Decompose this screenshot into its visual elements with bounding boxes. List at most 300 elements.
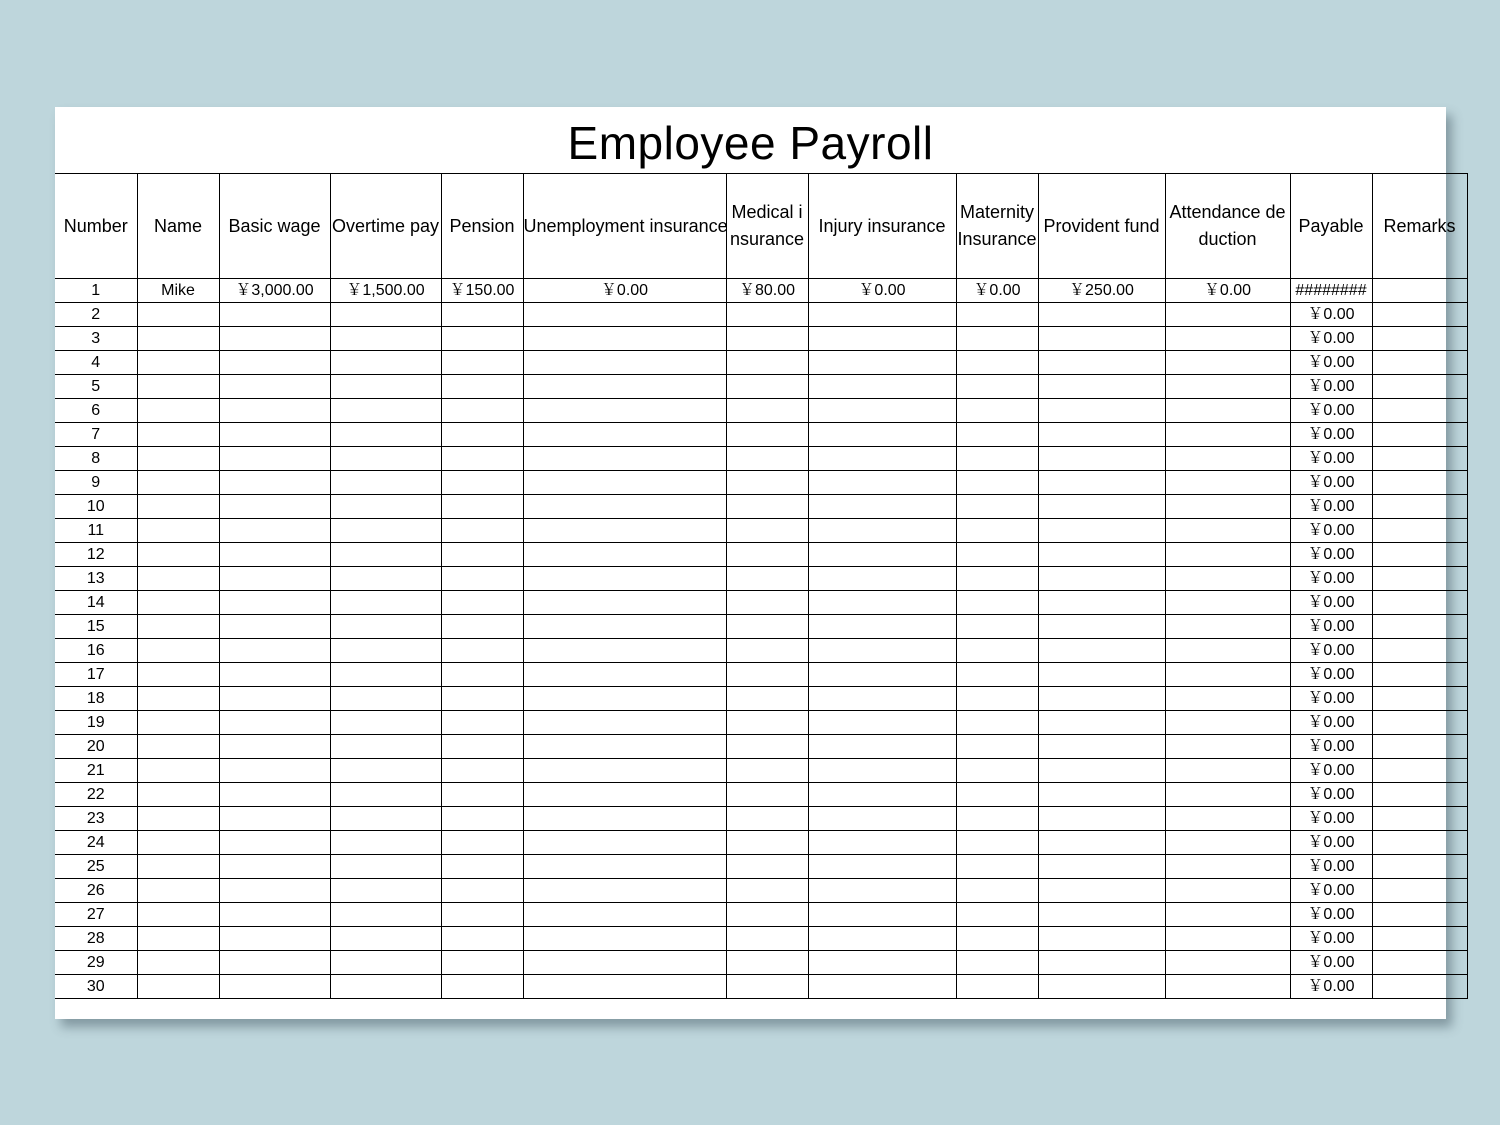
cell-overtime-pay[interactable] bbox=[330, 879, 441, 903]
cell-pension[interactable] bbox=[441, 687, 523, 711]
cell-number[interactable]: 12 bbox=[55, 543, 137, 567]
cell-medical-insurance[interactable]: ￥80.00 bbox=[726, 279, 808, 303]
cell-name[interactable] bbox=[137, 615, 219, 639]
cell-number[interactable]: 8 bbox=[55, 447, 137, 471]
cell-name[interactable] bbox=[137, 327, 219, 351]
cell-injury-insurance[interactable] bbox=[808, 591, 956, 615]
cell-maternity-insurance[interactable] bbox=[956, 639, 1038, 663]
cell-payable[interactable]: ￥0.00 bbox=[1290, 927, 1372, 951]
cell-remarks[interactable] bbox=[1372, 471, 1467, 495]
cell-attendance-deduction[interactable] bbox=[1165, 927, 1290, 951]
cell-injury-insurance[interactable] bbox=[808, 759, 956, 783]
cell-unemployment-insurance[interactable] bbox=[523, 375, 726, 399]
cell-provident-fund[interactable] bbox=[1038, 831, 1165, 855]
cell-attendance-deduction[interactable] bbox=[1165, 663, 1290, 687]
cell-number[interactable]: 28 bbox=[55, 927, 137, 951]
cell-name[interactable] bbox=[137, 831, 219, 855]
cell-overtime-pay[interactable] bbox=[330, 375, 441, 399]
cell-payable[interactable]: ￥0.00 bbox=[1290, 735, 1372, 759]
cell-pension[interactable] bbox=[441, 399, 523, 423]
cell-number[interactable]: 30 bbox=[55, 975, 137, 999]
cell-provident-fund[interactable] bbox=[1038, 303, 1165, 327]
cell-unemployment-insurance[interactable] bbox=[523, 519, 726, 543]
cell-basic-wage[interactable] bbox=[219, 663, 330, 687]
cell-provident-fund[interactable] bbox=[1038, 687, 1165, 711]
cell-name[interactable] bbox=[137, 879, 219, 903]
cell-attendance-deduction[interactable] bbox=[1165, 951, 1290, 975]
cell-attendance-deduction[interactable] bbox=[1165, 807, 1290, 831]
cell-injury-insurance[interactable] bbox=[808, 495, 956, 519]
cell-number[interactable]: 14 bbox=[55, 591, 137, 615]
cell-pension[interactable] bbox=[441, 975, 523, 999]
cell-payable[interactable]: ######## bbox=[1290, 279, 1372, 303]
cell-attendance-deduction[interactable] bbox=[1165, 879, 1290, 903]
cell-number[interactable]: 23 bbox=[55, 807, 137, 831]
cell-injury-insurance[interactable] bbox=[808, 615, 956, 639]
cell-payable[interactable]: ￥0.00 bbox=[1290, 303, 1372, 327]
cell-injury-insurance[interactable] bbox=[808, 975, 956, 999]
cell-payable[interactable]: ￥0.00 bbox=[1290, 399, 1372, 423]
cell-name[interactable] bbox=[137, 663, 219, 687]
cell-number[interactable]: 16 bbox=[55, 639, 137, 663]
cell-maternity-insurance[interactable] bbox=[956, 879, 1038, 903]
cell-injury-insurance[interactable] bbox=[808, 423, 956, 447]
cell-maternity-insurance[interactable] bbox=[956, 735, 1038, 759]
cell-basic-wage[interactable] bbox=[219, 471, 330, 495]
cell-unemployment-insurance[interactable] bbox=[523, 879, 726, 903]
cell-provident-fund[interactable] bbox=[1038, 951, 1165, 975]
cell-unemployment-insurance[interactable] bbox=[523, 783, 726, 807]
cell-attendance-deduction[interactable] bbox=[1165, 423, 1290, 447]
column-header-maternity-insurance[interactable]: Maternity Insurance bbox=[956, 174, 1038, 279]
cell-remarks[interactable] bbox=[1372, 327, 1467, 351]
cell-number[interactable]: 2 bbox=[55, 303, 137, 327]
cell-overtime-pay[interactable] bbox=[330, 615, 441, 639]
cell-maternity-insurance[interactable] bbox=[956, 471, 1038, 495]
cell-unemployment-insurance[interactable] bbox=[523, 639, 726, 663]
cell-injury-insurance[interactable] bbox=[808, 951, 956, 975]
cell-number[interactable]: 4 bbox=[55, 351, 137, 375]
cell-pension[interactable] bbox=[441, 567, 523, 591]
cell-maternity-insurance[interactable] bbox=[956, 519, 1038, 543]
cell-unemployment-insurance[interactable] bbox=[523, 663, 726, 687]
cell-attendance-deduction[interactable] bbox=[1165, 759, 1290, 783]
cell-name[interactable] bbox=[137, 567, 219, 591]
cell-medical-insurance[interactable] bbox=[726, 879, 808, 903]
cell-number[interactable]: 13 bbox=[55, 567, 137, 591]
cell-payable[interactable]: ￥0.00 bbox=[1290, 663, 1372, 687]
cell-provident-fund[interactable] bbox=[1038, 615, 1165, 639]
cell-unemployment-insurance[interactable] bbox=[523, 711, 726, 735]
cell-overtime-pay[interactable] bbox=[330, 447, 441, 471]
cell-pension[interactable] bbox=[441, 447, 523, 471]
cell-unemployment-insurance[interactable] bbox=[523, 495, 726, 519]
cell-provident-fund[interactable] bbox=[1038, 471, 1165, 495]
cell-overtime-pay[interactable] bbox=[330, 399, 441, 423]
cell-number[interactable]: 10 bbox=[55, 495, 137, 519]
cell-overtime-pay[interactable]: ￥1,500.00 bbox=[330, 279, 441, 303]
cell-maternity-insurance[interactable] bbox=[956, 759, 1038, 783]
cell-pension[interactable] bbox=[441, 591, 523, 615]
cell-basic-wage[interactable] bbox=[219, 831, 330, 855]
cell-name[interactable] bbox=[137, 903, 219, 927]
cell-remarks[interactable] bbox=[1372, 735, 1467, 759]
cell-remarks[interactable] bbox=[1372, 399, 1467, 423]
cell-remarks[interactable] bbox=[1372, 543, 1467, 567]
sheet-title[interactable]: Employee Payroll bbox=[567, 117, 934, 169]
cell-maternity-insurance[interactable] bbox=[956, 807, 1038, 831]
cell-unemployment-insurance[interactable] bbox=[523, 591, 726, 615]
cell-remarks[interactable] bbox=[1372, 567, 1467, 591]
cell-attendance-deduction[interactable]: ￥0.00 bbox=[1165, 279, 1290, 303]
cell-pension[interactable] bbox=[441, 303, 523, 327]
cell-maternity-insurance[interactable] bbox=[956, 951, 1038, 975]
cell-pension[interactable] bbox=[441, 639, 523, 663]
cell-unemployment-insurance[interactable] bbox=[523, 471, 726, 495]
cell-injury-insurance[interactable] bbox=[808, 687, 956, 711]
cell-overtime-pay[interactable] bbox=[330, 951, 441, 975]
cell-remarks[interactable] bbox=[1372, 807, 1467, 831]
cell-pension[interactable] bbox=[441, 951, 523, 975]
cell-overtime-pay[interactable] bbox=[330, 759, 441, 783]
cell-unemployment-insurance[interactable] bbox=[523, 807, 726, 831]
cell-injury-insurance[interactable] bbox=[808, 327, 956, 351]
cell-provident-fund[interactable] bbox=[1038, 327, 1165, 351]
cell-number[interactable]: 19 bbox=[55, 711, 137, 735]
cell-medical-insurance[interactable] bbox=[726, 351, 808, 375]
cell-number[interactable]: 18 bbox=[55, 687, 137, 711]
cell-maternity-insurance[interactable] bbox=[956, 351, 1038, 375]
cell-remarks[interactable] bbox=[1372, 519, 1467, 543]
cell-payable[interactable]: ￥0.00 bbox=[1290, 711, 1372, 735]
cell-maternity-insurance[interactable] bbox=[956, 927, 1038, 951]
cell-provident-fund[interactable] bbox=[1038, 903, 1165, 927]
column-header-pension[interactable]: Pension bbox=[441, 174, 523, 279]
cell-name[interactable] bbox=[137, 375, 219, 399]
cell-medical-insurance[interactable] bbox=[726, 831, 808, 855]
cell-remarks[interactable] bbox=[1372, 687, 1467, 711]
cell-unemployment-insurance[interactable]: ￥0.00 bbox=[523, 279, 726, 303]
cell-unemployment-insurance[interactable] bbox=[523, 615, 726, 639]
cell-pension[interactable] bbox=[441, 807, 523, 831]
cell-attendance-deduction[interactable] bbox=[1165, 327, 1290, 351]
cell-pension[interactable] bbox=[441, 759, 523, 783]
cell-pension[interactable] bbox=[441, 351, 523, 375]
cell-remarks[interactable] bbox=[1372, 783, 1467, 807]
cell-remarks[interactable] bbox=[1372, 879, 1467, 903]
cell-maternity-insurance[interactable] bbox=[956, 327, 1038, 351]
column-header-name[interactable]: Name bbox=[137, 174, 219, 279]
cell-number[interactable]: 27 bbox=[55, 903, 137, 927]
cell-overtime-pay[interactable] bbox=[330, 591, 441, 615]
cell-medical-insurance[interactable] bbox=[726, 471, 808, 495]
cell-remarks[interactable] bbox=[1372, 759, 1467, 783]
column-header-overtime-pay[interactable]: Overtime pay bbox=[330, 174, 441, 279]
cell-maternity-insurance[interactable] bbox=[956, 399, 1038, 423]
cell-payable[interactable]: ￥0.00 bbox=[1290, 783, 1372, 807]
cell-medical-insurance[interactable] bbox=[726, 975, 808, 999]
cell-remarks[interactable] bbox=[1372, 927, 1467, 951]
cell-attendance-deduction[interactable] bbox=[1165, 639, 1290, 663]
cell-unemployment-insurance[interactable] bbox=[523, 759, 726, 783]
cell-attendance-deduction[interactable] bbox=[1165, 591, 1290, 615]
cell-basic-wage[interactable] bbox=[219, 855, 330, 879]
cell-remarks[interactable] bbox=[1372, 591, 1467, 615]
cell-medical-insurance[interactable] bbox=[726, 591, 808, 615]
cell-attendance-deduction[interactable] bbox=[1165, 567, 1290, 591]
cell-maternity-insurance[interactable] bbox=[956, 615, 1038, 639]
cell-name[interactable] bbox=[137, 519, 219, 543]
cell-overtime-pay[interactable] bbox=[330, 351, 441, 375]
cell-name[interactable] bbox=[137, 975, 219, 999]
cell-provident-fund[interactable] bbox=[1038, 663, 1165, 687]
cell-injury-insurance[interactable]: ￥0.00 bbox=[808, 279, 956, 303]
cell-remarks[interactable] bbox=[1372, 711, 1467, 735]
cell-maternity-insurance[interactable] bbox=[956, 855, 1038, 879]
cell-payable[interactable]: ￥0.00 bbox=[1290, 423, 1372, 447]
cell-provident-fund[interactable] bbox=[1038, 519, 1165, 543]
cell-medical-insurance[interactable] bbox=[726, 807, 808, 831]
cell-basic-wage[interactable] bbox=[219, 351, 330, 375]
cell-number[interactable]: 22 bbox=[55, 783, 137, 807]
cell-attendance-deduction[interactable] bbox=[1165, 783, 1290, 807]
cell-name[interactable] bbox=[137, 927, 219, 951]
cell-attendance-deduction[interactable] bbox=[1165, 495, 1290, 519]
cell-provident-fund[interactable] bbox=[1038, 711, 1165, 735]
cell-number[interactable]: 24 bbox=[55, 831, 137, 855]
cell-overtime-pay[interactable] bbox=[330, 687, 441, 711]
cell-payable[interactable]: ￥0.00 bbox=[1290, 351, 1372, 375]
cell-number[interactable]: 5 bbox=[55, 375, 137, 399]
cell-remarks[interactable] bbox=[1372, 423, 1467, 447]
cell-remarks[interactable] bbox=[1372, 831, 1467, 855]
cell-unemployment-insurance[interactable] bbox=[523, 399, 726, 423]
column-header-unemployment-insurance[interactable]: Unemployment insurance bbox=[523, 174, 726, 279]
cell-maternity-insurance[interactable] bbox=[956, 831, 1038, 855]
cell-name[interactable] bbox=[137, 447, 219, 471]
cell-provident-fund[interactable] bbox=[1038, 759, 1165, 783]
cell-pension[interactable] bbox=[441, 855, 523, 879]
cell-medical-insurance[interactable] bbox=[726, 855, 808, 879]
column-header-payable[interactable]: Payable bbox=[1290, 174, 1372, 279]
cell-pension[interactable] bbox=[441, 783, 523, 807]
cell-injury-insurance[interactable] bbox=[808, 447, 956, 471]
cell-medical-insurance[interactable] bbox=[726, 519, 808, 543]
cell-remarks[interactable] bbox=[1372, 495, 1467, 519]
cell-payable[interactable]: ￥0.00 bbox=[1290, 615, 1372, 639]
cell-injury-insurance[interactable] bbox=[808, 471, 956, 495]
cell-injury-insurance[interactable] bbox=[808, 663, 956, 687]
cell-basic-wage[interactable] bbox=[219, 927, 330, 951]
cell-pension[interactable] bbox=[441, 519, 523, 543]
cell-injury-insurance[interactable] bbox=[808, 399, 956, 423]
cell-payable[interactable]: ￥0.00 bbox=[1290, 639, 1372, 663]
cell-medical-insurance[interactable] bbox=[726, 687, 808, 711]
cell-maternity-insurance[interactable] bbox=[956, 303, 1038, 327]
cell-maternity-insurance[interactable] bbox=[956, 591, 1038, 615]
cell-number[interactable]: 29 bbox=[55, 951, 137, 975]
cell-payable[interactable]: ￥0.00 bbox=[1290, 567, 1372, 591]
cell-pension[interactable] bbox=[441, 927, 523, 951]
cell-pension[interactable] bbox=[441, 711, 523, 735]
cell-overtime-pay[interactable] bbox=[330, 927, 441, 951]
cell-payable[interactable]: ￥0.00 bbox=[1290, 855, 1372, 879]
cell-maternity-insurance[interactable] bbox=[956, 663, 1038, 687]
cell-provident-fund[interactable] bbox=[1038, 495, 1165, 519]
cell-pension[interactable]: ￥150.00 bbox=[441, 279, 523, 303]
cell-unemployment-insurance[interactable] bbox=[523, 735, 726, 759]
cell-attendance-deduction[interactable] bbox=[1165, 855, 1290, 879]
cell-injury-insurance[interactable] bbox=[808, 567, 956, 591]
cell-number[interactable]: 26 bbox=[55, 879, 137, 903]
cell-basic-wage[interactable] bbox=[219, 951, 330, 975]
cell-medical-insurance[interactable] bbox=[726, 903, 808, 927]
cell-provident-fund[interactable]: ￥250.00 bbox=[1038, 279, 1165, 303]
cell-remarks[interactable] bbox=[1372, 375, 1467, 399]
cell-provident-fund[interactable] bbox=[1038, 399, 1165, 423]
cell-medical-insurance[interactable] bbox=[726, 735, 808, 759]
cell-unemployment-insurance[interactable] bbox=[523, 951, 726, 975]
cell-remarks[interactable] bbox=[1372, 447, 1467, 471]
cell-basic-wage[interactable] bbox=[219, 567, 330, 591]
cell-injury-insurance[interactable] bbox=[808, 903, 956, 927]
cell-attendance-deduction[interactable] bbox=[1165, 831, 1290, 855]
cell-medical-insurance[interactable] bbox=[726, 423, 808, 447]
cell-medical-insurance[interactable] bbox=[726, 639, 808, 663]
cell-basic-wage[interactable]: ￥3,000.00 bbox=[219, 279, 330, 303]
cell-injury-insurance[interactable] bbox=[808, 927, 956, 951]
cell-pension[interactable] bbox=[441, 543, 523, 567]
cell-attendance-deduction[interactable] bbox=[1165, 615, 1290, 639]
cell-basic-wage[interactable] bbox=[219, 591, 330, 615]
cell-unemployment-insurance[interactable] bbox=[523, 447, 726, 471]
cell-medical-insurance[interactable] bbox=[726, 759, 808, 783]
cell-number[interactable]: 7 bbox=[55, 423, 137, 447]
cell-pension[interactable] bbox=[441, 663, 523, 687]
cell-unemployment-insurance[interactable] bbox=[523, 855, 726, 879]
cell-payable[interactable]: ￥0.00 bbox=[1290, 327, 1372, 351]
cell-payable[interactable]: ￥0.00 bbox=[1290, 375, 1372, 399]
cell-maternity-insurance[interactable] bbox=[956, 783, 1038, 807]
column-header-medical-insurance[interactable]: Medical insurance bbox=[726, 174, 808, 279]
cell-injury-insurance[interactable] bbox=[808, 519, 956, 543]
cell-attendance-deduction[interactable] bbox=[1165, 903, 1290, 927]
cell-name[interactable] bbox=[137, 591, 219, 615]
cell-payable[interactable]: ￥0.00 bbox=[1290, 543, 1372, 567]
cell-unemployment-insurance[interactable] bbox=[523, 927, 726, 951]
cell-remarks[interactable] bbox=[1372, 615, 1467, 639]
cell-name[interactable] bbox=[137, 711, 219, 735]
cell-payable[interactable]: ￥0.00 bbox=[1290, 807, 1372, 831]
cell-remarks[interactable] bbox=[1372, 903, 1467, 927]
column-header-injury-insurance[interactable]: Injury insurance bbox=[808, 174, 956, 279]
cell-payable[interactable]: ￥0.00 bbox=[1290, 687, 1372, 711]
cell-name[interactable] bbox=[137, 399, 219, 423]
column-header-basic-wage[interactable]: Basic wage bbox=[219, 174, 330, 279]
cell-remarks[interactable] bbox=[1372, 639, 1467, 663]
cell-provident-fund[interactable] bbox=[1038, 591, 1165, 615]
cell-injury-insurance[interactable] bbox=[808, 855, 956, 879]
cell-medical-insurance[interactable] bbox=[726, 783, 808, 807]
cell-name[interactable] bbox=[137, 951, 219, 975]
cell-maternity-insurance[interactable] bbox=[956, 687, 1038, 711]
cell-name[interactable] bbox=[137, 423, 219, 447]
cell-remarks[interactable] bbox=[1372, 663, 1467, 687]
cell-injury-insurance[interactable] bbox=[808, 639, 956, 663]
cell-maternity-insurance[interactable] bbox=[956, 375, 1038, 399]
cell-maternity-insurance[interactable] bbox=[956, 711, 1038, 735]
cell-number[interactable]: 17 bbox=[55, 663, 137, 687]
cell-pension[interactable] bbox=[441, 327, 523, 351]
cell-injury-insurance[interactable] bbox=[808, 807, 956, 831]
cell-overtime-pay[interactable] bbox=[330, 543, 441, 567]
cell-name[interactable] bbox=[137, 639, 219, 663]
cell-basic-wage[interactable] bbox=[219, 783, 330, 807]
cell-attendance-deduction[interactable] bbox=[1165, 543, 1290, 567]
cell-maternity-insurance[interactable] bbox=[956, 903, 1038, 927]
cell-provident-fund[interactable] bbox=[1038, 807, 1165, 831]
cell-overtime-pay[interactable] bbox=[330, 711, 441, 735]
cell-medical-insurance[interactable] bbox=[726, 543, 808, 567]
cell-payable[interactable]: ￥0.00 bbox=[1290, 831, 1372, 855]
cell-name[interactable]: Mike bbox=[137, 279, 219, 303]
cell-unemployment-insurance[interactable] bbox=[523, 975, 726, 999]
cell-attendance-deduction[interactable] bbox=[1165, 519, 1290, 543]
cell-payable[interactable]: ￥0.00 bbox=[1290, 975, 1372, 999]
cell-remarks[interactable] bbox=[1372, 303, 1467, 327]
cell-overtime-pay[interactable] bbox=[330, 471, 441, 495]
cell-injury-insurance[interactable] bbox=[808, 783, 956, 807]
cell-overtime-pay[interactable] bbox=[330, 831, 441, 855]
cell-overtime-pay[interactable] bbox=[330, 663, 441, 687]
cell-remarks[interactable] bbox=[1372, 951, 1467, 975]
cell-attendance-deduction[interactable] bbox=[1165, 687, 1290, 711]
cell-overtime-pay[interactable] bbox=[330, 735, 441, 759]
cell-name[interactable] bbox=[137, 495, 219, 519]
cell-number[interactable]: 21 bbox=[55, 759, 137, 783]
cell-attendance-deduction[interactable] bbox=[1165, 351, 1290, 375]
cell-medical-insurance[interactable] bbox=[726, 567, 808, 591]
cell-medical-insurance[interactable] bbox=[726, 615, 808, 639]
cell-basic-wage[interactable] bbox=[219, 399, 330, 423]
cell-name[interactable] bbox=[137, 807, 219, 831]
cell-overtime-pay[interactable] bbox=[330, 807, 441, 831]
cell-unemployment-insurance[interactable] bbox=[523, 351, 726, 375]
cell-overtime-pay[interactable] bbox=[330, 519, 441, 543]
cell-basic-wage[interactable] bbox=[219, 615, 330, 639]
cell-maternity-insurance[interactable] bbox=[956, 495, 1038, 519]
cell-payable[interactable]: ￥0.00 bbox=[1290, 903, 1372, 927]
cell-medical-insurance[interactable] bbox=[726, 951, 808, 975]
cell-attendance-deduction[interactable] bbox=[1165, 711, 1290, 735]
cell-pension[interactable] bbox=[441, 831, 523, 855]
cell-provident-fund[interactable] bbox=[1038, 639, 1165, 663]
cell-basic-wage[interactable] bbox=[219, 519, 330, 543]
cell-provident-fund[interactable] bbox=[1038, 975, 1165, 999]
cell-basic-wage[interactable] bbox=[219, 543, 330, 567]
cell-injury-insurance[interactable] bbox=[808, 543, 956, 567]
cell-provident-fund[interactable] bbox=[1038, 783, 1165, 807]
cell-maternity-insurance[interactable]: ￥0.00 bbox=[956, 279, 1038, 303]
cell-provident-fund[interactable] bbox=[1038, 423, 1165, 447]
cell-number[interactable]: 1 bbox=[55, 279, 137, 303]
cell-overtime-pay[interactable] bbox=[330, 303, 441, 327]
cell-remarks[interactable] bbox=[1372, 975, 1467, 999]
cell-medical-insurance[interactable] bbox=[726, 375, 808, 399]
cell-provident-fund[interactable] bbox=[1038, 855, 1165, 879]
cell-basic-wage[interactable] bbox=[219, 807, 330, 831]
cell-injury-insurance[interactable] bbox=[808, 831, 956, 855]
